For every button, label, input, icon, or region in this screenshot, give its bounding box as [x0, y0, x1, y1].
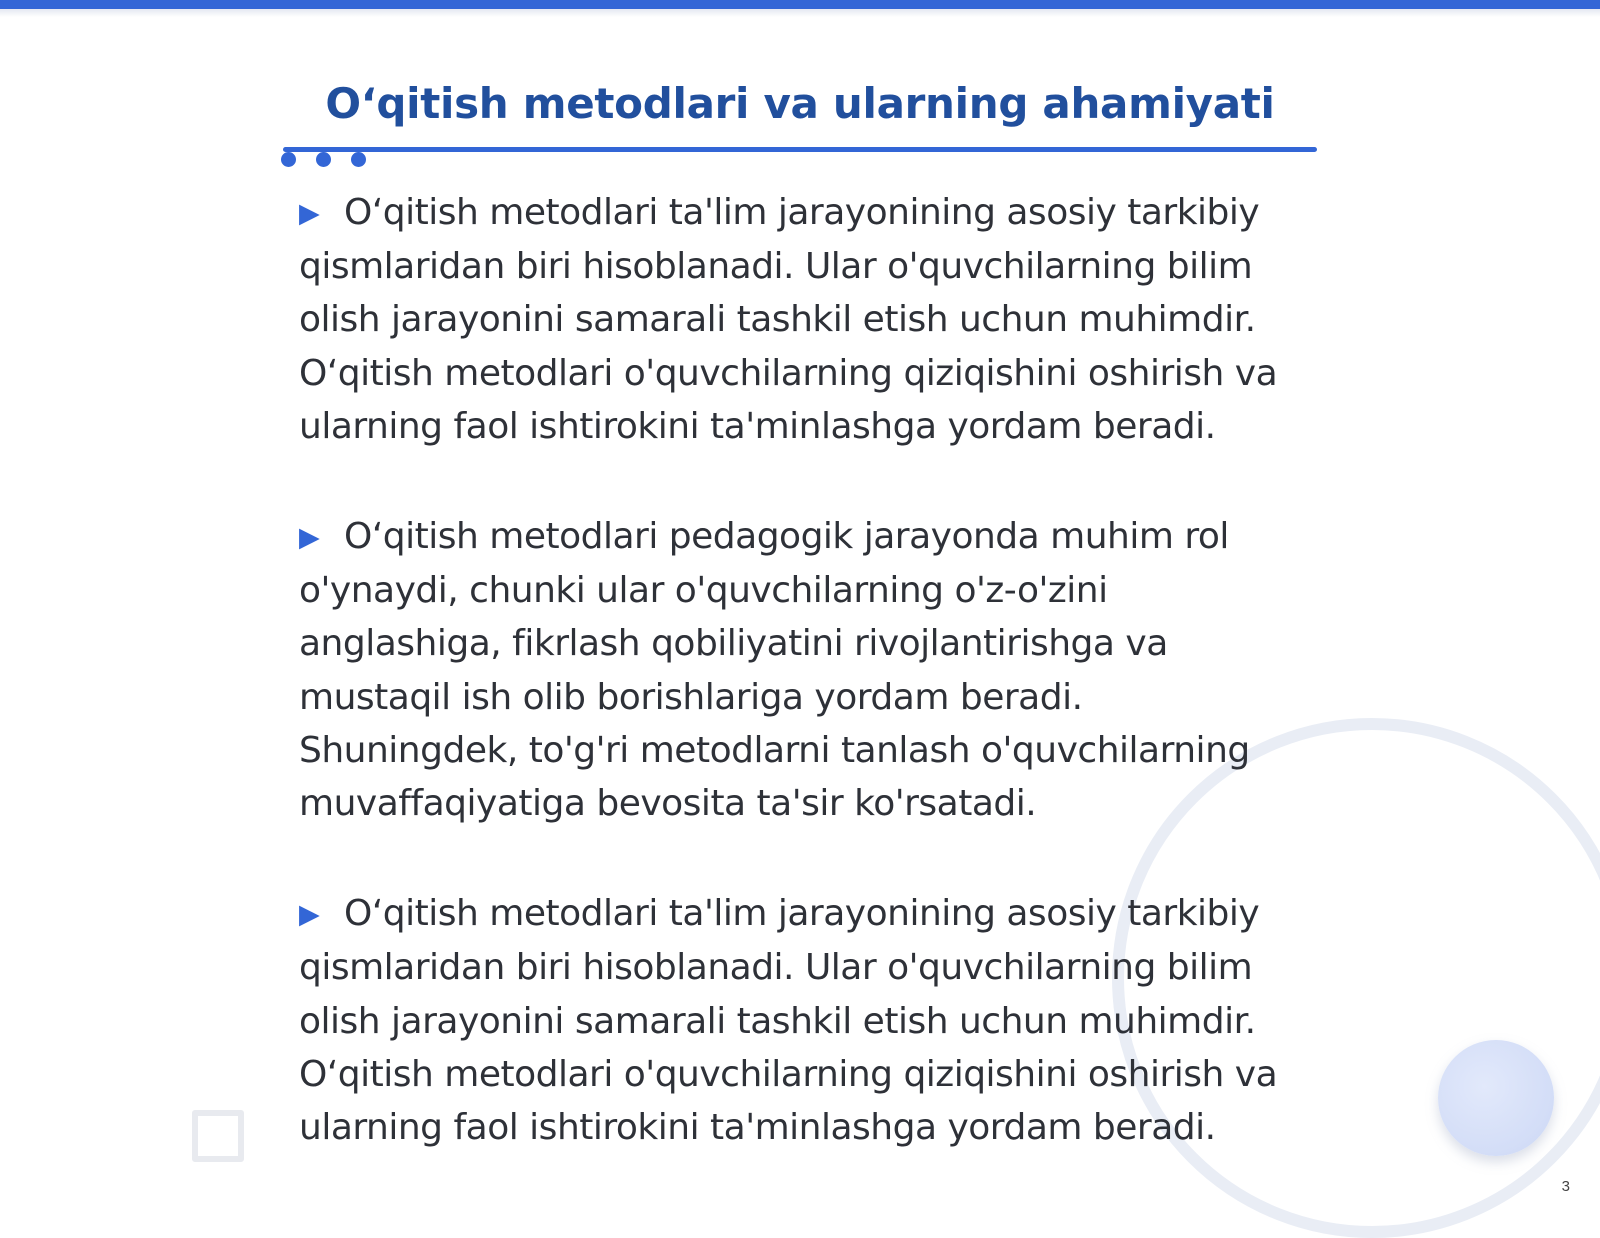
bullet-item [299, 510, 1309, 830]
decorative-circle [1438, 1040, 1554, 1156]
bullet-arrow-icon: ▶ [299, 522, 320, 554]
bullet-text: O‘qitish metodlari ta'lim jarayonining asosiy tarkibiy qismlaridan biri hisoblanadi. Ular o'quvchilarning bilim olish jarayonini samarali tashkil etish uchun muhimdir. O‘qitish metodlari o'quvchilarning qiziqishini oshirish va ularning faol ishtirokini ta'minlashga yordam beradi. [299, 192, 1278, 447]
underline-dot [281, 152, 296, 167]
slide-body [299, 186, 1309, 1211]
bullet-arrow-icon: ▶ [299, 899, 320, 931]
bullet-item [299, 186, 1309, 453]
page-number: 3 [1561, 1178, 1570, 1195]
bullet-text: O‘qitish metodlari ta'lim jarayonining asosiy tarkibiy qismlaridan biri hisoblanadi. Ular o'quvchilarning bilim olish jarayonini samarali tashkil etish uchun muhimdir. O‘qitish metodlari o'quvchilarning qiziqishini oshirish va ularning faol ishtirokini ta'minlashga yordam beradi. [299, 893, 1278, 1149]
bullet-arrow-icon: ▶ [299, 198, 320, 229]
top-band-shadow [0, 9, 1600, 17]
decorative-square [192, 1110, 244, 1162]
underline-dot [316, 152, 331, 167]
bullet-item [299, 887, 1309, 1154]
slide-title: O‘qitish metodlari va ularning ahamiyati [325, 79, 1275, 128]
bullet-text: O‘qitish metodlari pedagogik jarayonda muhim rol o'ynaydi, chunki ular o'quvchilarning o'z-o'zini anglashiga, fikrlash qobiliyatini rivojlantirishga va mustaqil ish olib borishlariga yordam beradi. Shuningdek, to'g'ri metodlarni tanlash o'quvchilarning muvaffaqiyatiga bevosita ta'sir ko'rsatadi. [299, 516, 1250, 825]
underline-dot [351, 152, 366, 167]
top-accent-band [0, 0, 1600, 9]
title-underline [283, 147, 1317, 152]
